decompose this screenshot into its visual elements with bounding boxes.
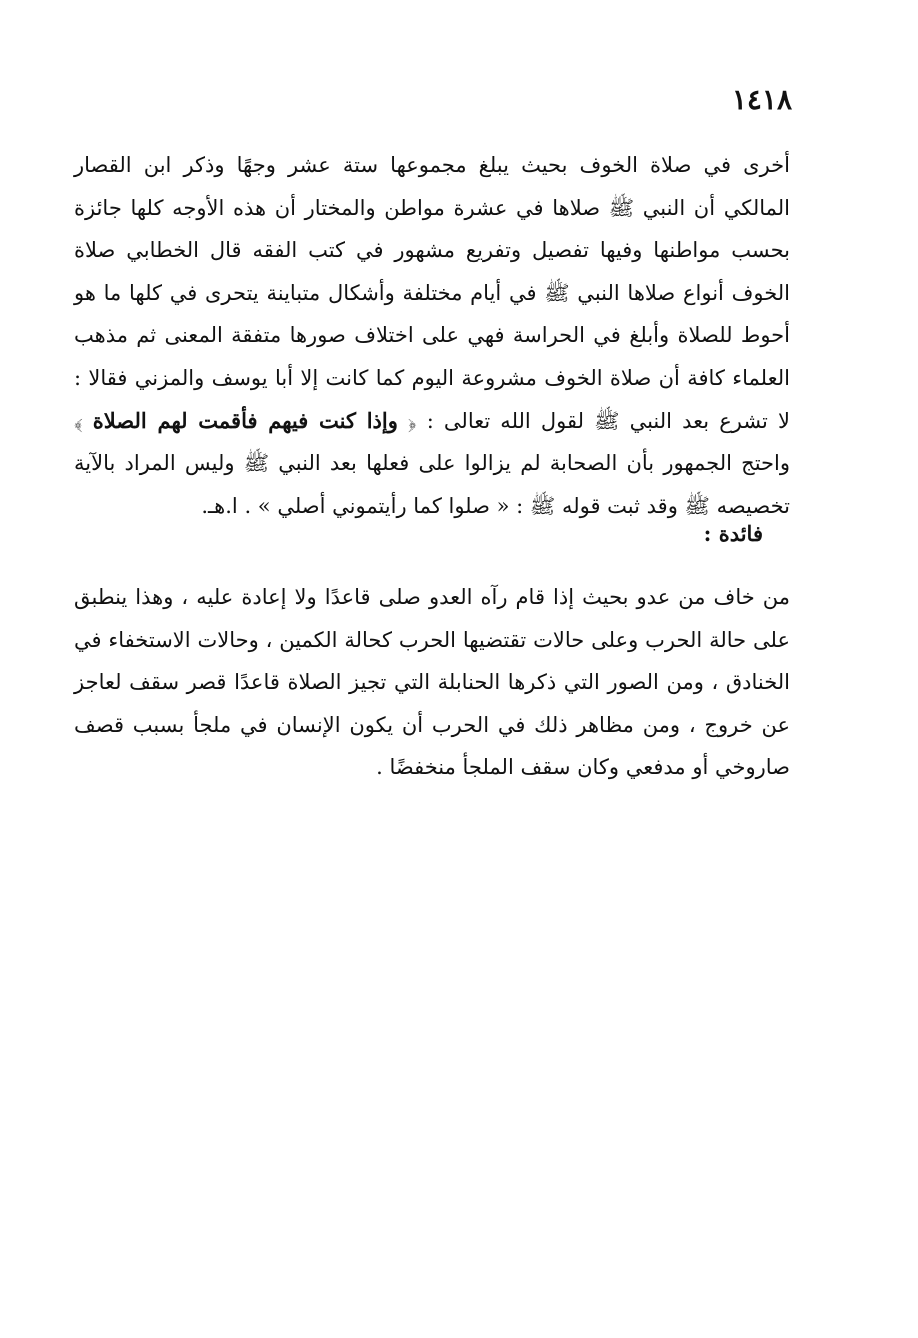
quran-quote: وإذا كنت فيهم فأقمت لهم الصلاة	[92, 407, 398, 433]
section-heading: فائدة :	[703, 521, 763, 546]
paragraph-1-text-end: ﴾ واحتج الجمهور بأن الصحابة لم يزالوا على فعلها بعد النبي ﷺ وليس المراد بالآية تخصيصه ﷺ وقد ثبت قوله ﷺ : « صلوا كما رأيتموني أصلي » . ا.هـ.	[74, 408, 790, 518]
paragraph-1-text-start: أخرى في صلاة الخوف بحيث يبلغ مجموعها ستة عشر وجهًا وذكر ابن القصار المالكي أن النبي ﷺ صلاها في عشرة مواطن والمختار أن هذه الأوجه كلها جائزة بحسب مواطنها وفيها تفصيل وتفريع مشهور في كتب الفقه قال الخطابي صلاة الخوف أنواع صلاها النبي ﷺ في أيام مختلفة وأشكال متباينة يتحرى في كلها ما هو أحوط للصلاة وأبلغ في الحراسة فهي على اختلاف صورها متفقة المعنى ثم مذهب العلماء كافة أن صلاة الخوف مشروعة اليوم كما كانت إلا أبا يوسف والمزني فقالا : لا تشرع بعد النبي ﷺ لقول الله تعالى : ﴿	[74, 153, 790, 433]
paragraph-2: من خاف من عدو بحيث إذا قام رآه العدو صلى قاعدًا ولا إعادة عليه ، وهذا ينطبق على حالة الحرب وعلى حالات تقتضيها الحرب كحالة الكمين ، وحالات الاستخفاء في الخنادق ، ومن الصور التي ذكرها الحنابلة التي تجيز الصلاة قاعدًا قصر سقف لعاجز عن خروج ، ومن مظاهر ذلك في الحرب أن يكون الإنسان في ملجأ بسبب قصف صاروخي أو مدفعي وكان سقف الملجأ منخفضًا .	[74, 585, 790, 780]
page-number: ١٤١٨	[731, 83, 792, 116]
paragraph-1	[74, 144, 790, 527]
